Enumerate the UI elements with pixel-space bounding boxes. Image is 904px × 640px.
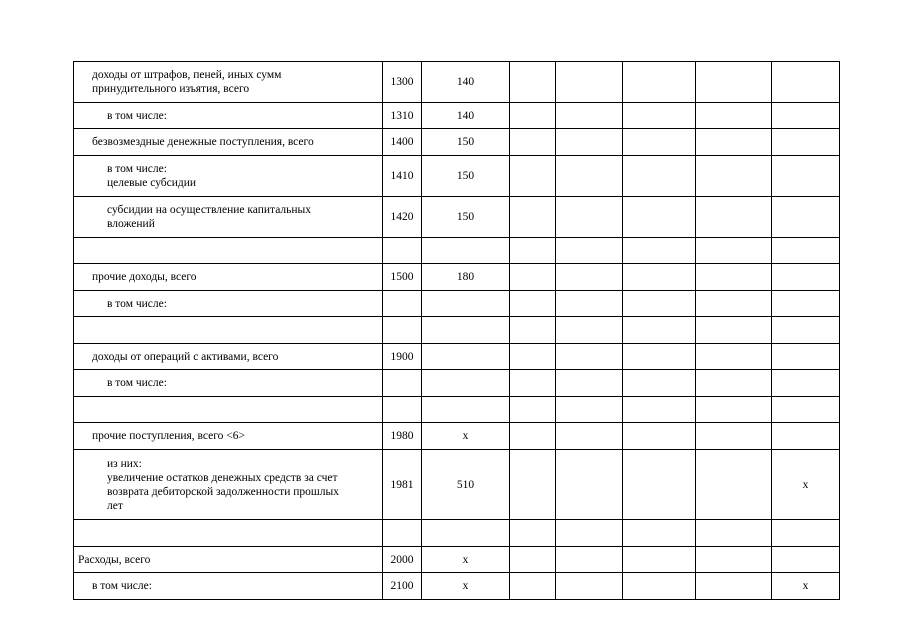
table-row: [74, 573, 840, 600]
row-label-line: прочие доходы, всего: [92, 271, 197, 283]
value-cell: [696, 129, 772, 156]
value-cell: [510, 450, 556, 520]
value-cell: [556, 291, 623, 317]
kosgu-code-cell: 510: [422, 450, 510, 520]
last-value-cell: [772, 317, 840, 344]
row-label-line: доходы от операций с активами, всего: [92, 350, 279, 363]
row-code-cell: [383, 238, 422, 264]
table-row: [74, 450, 840, 520]
kosgu-code-cell: х: [422, 547, 510, 573]
row-label-line: возврата дебиторской задолженности прошлых: [107, 485, 339, 498]
value-cell: [623, 103, 696, 129]
row-label-line: Расходы, всего: [78, 553, 151, 566]
row-label-line: в том числе:: [107, 297, 167, 310]
value-cell: [696, 156, 772, 197]
last-value-cell: [772, 547, 840, 573]
value-cell: [623, 423, 696, 450]
row-label-cell: [74, 370, 383, 397]
row-code-cell: [383, 317, 422, 344]
value-cell: [510, 547, 556, 573]
last-value-cell: [772, 238, 840, 264]
kosgu-code-cell: 150: [422, 197, 510, 238]
value-cell: [623, 317, 696, 344]
value-cell: [510, 197, 556, 238]
last-value-cell: х: [772, 573, 840, 600]
row-label-cell: [74, 450, 383, 520]
row-label-line: в том числе:: [107, 163, 167, 175]
table-row: [74, 344, 840, 370]
value-cell: [556, 344, 623, 370]
value-cell: [556, 317, 623, 344]
value-cell: [623, 370, 696, 397]
last-value-cell: [772, 197, 840, 238]
table-row: [74, 547, 840, 573]
last-value-cell: [772, 103, 840, 129]
row-code-cell: 1420: [383, 197, 422, 238]
value-cell: [623, 450, 696, 520]
value-cell: [510, 103, 556, 129]
last-value-cell: [772, 156, 840, 197]
value-cell: [556, 264, 623, 291]
value-cell: [556, 397, 623, 423]
last-value-cell: х: [772, 450, 840, 520]
kosgu-code-cell: 140: [422, 103, 510, 129]
financial-plan-table: [73, 61, 840, 600]
value-cell: [510, 520, 556, 547]
last-value-cell: [772, 344, 840, 370]
row-label-cell: [74, 520, 383, 547]
value-cell: [510, 62, 556, 103]
kosgu-code-cell: [422, 370, 510, 397]
table-row: [74, 520, 840, 547]
row-label-cell: [74, 344, 383, 370]
row-code-cell: [383, 370, 422, 397]
value-cell: [696, 317, 772, 344]
value-cell: [556, 450, 623, 520]
value-cell: [510, 573, 556, 600]
kosgu-code-cell: 140: [422, 62, 510, 103]
value-cell: [556, 103, 623, 129]
kosgu-code-cell: [422, 238, 510, 264]
value-cell: [696, 62, 772, 103]
value-cell: [510, 129, 556, 156]
row-label-line: в том числе:: [107, 109, 167, 122]
table-row: [74, 62, 840, 103]
row-label-line: в том числе:: [107, 377, 167, 389]
value-cell: [696, 547, 772, 573]
kosgu-code-cell: 150: [422, 156, 510, 197]
last-value-cell: [772, 129, 840, 156]
kosgu-code-cell: 180: [422, 264, 510, 291]
kosgu-code-cell: [422, 397, 510, 423]
row-code-cell: [383, 291, 422, 317]
row-label-cell: [74, 62, 383, 103]
last-value-cell: [772, 264, 840, 291]
row-label-cell: [74, 291, 383, 317]
table-row: [74, 291, 840, 317]
last-value-cell: [772, 397, 840, 423]
row-code-cell: 2100: [383, 573, 422, 600]
row-code-cell: [383, 397, 422, 423]
value-cell: [510, 370, 556, 397]
value-cell: [556, 197, 623, 238]
row-code-cell: 1310: [383, 103, 422, 129]
value-cell: [510, 156, 556, 197]
value-cell: [510, 238, 556, 264]
row-code-cell: 1981: [383, 450, 422, 520]
value-cell: [623, 344, 696, 370]
row-label-line: целевые субсидии: [107, 177, 197, 189]
value-cell: [510, 264, 556, 291]
table-body: [74, 62, 840, 600]
row-label-cell: [74, 573, 383, 600]
table-row: [74, 317, 840, 344]
value-cell: [623, 156, 696, 197]
value-cell: [556, 370, 623, 397]
row-label-line: принудительного изъятия, всего: [92, 83, 250, 95]
value-cell: [510, 397, 556, 423]
row-code-cell: 1900: [383, 344, 422, 370]
value-cell: [623, 573, 696, 600]
row-code-cell: 2000: [383, 547, 422, 573]
kosgu-code-cell: [422, 317, 510, 344]
row-label-cell: [74, 397, 383, 423]
row-label-cell: [74, 197, 383, 238]
value-cell: [623, 291, 696, 317]
row-label-line: доходы от штрафов, пеней, иных сумм: [92, 69, 282, 81]
value-cell: [623, 397, 696, 423]
row-label-cell: [74, 423, 383, 450]
table-row: [74, 156, 840, 197]
row-label-line: увеличение остатков денежных средств за счет: [107, 471, 338, 484]
value-cell: [556, 129, 623, 156]
kosgu-code-cell: [422, 291, 510, 317]
value-cell: [696, 238, 772, 264]
row-label-cell: [74, 156, 383, 197]
value-cell: [696, 103, 772, 129]
kosgu-code-cell: х: [422, 573, 510, 600]
value-cell: [556, 547, 623, 573]
table-row: [74, 370, 840, 397]
value-cell: [696, 264, 772, 291]
row-label-line: прочие поступления, всего <6>: [92, 430, 246, 442]
last-value-cell: [772, 62, 840, 103]
table-row: [74, 238, 840, 264]
table-row: [74, 129, 840, 156]
value-cell: [696, 397, 772, 423]
row-label-cell: [74, 317, 383, 344]
value-cell: [696, 370, 772, 397]
table-row: [74, 264, 840, 291]
value-cell: [623, 238, 696, 264]
row-label-line: лет: [107, 499, 123, 512]
kosgu-code-cell: х: [422, 423, 510, 450]
value-cell: [556, 238, 623, 264]
value-cell: [556, 62, 623, 103]
last-value-cell: [772, 291, 840, 317]
row-label-cell: [74, 103, 383, 129]
value-cell: [623, 264, 696, 291]
value-cell: [556, 573, 623, 600]
row-code-cell: 1300: [383, 62, 422, 103]
value-cell: [696, 291, 772, 317]
table-row: [74, 103, 840, 129]
table-row: [74, 197, 840, 238]
row-code-cell: 1500: [383, 264, 422, 291]
row-label-cell: [74, 547, 383, 573]
value-cell: [510, 423, 556, 450]
row-code-cell: 1400: [383, 129, 422, 156]
value-cell: [510, 291, 556, 317]
kosgu-code-cell: [422, 520, 510, 547]
last-value-cell: [772, 423, 840, 450]
value-cell: [696, 573, 772, 600]
value-cell: [696, 423, 772, 450]
last-value-cell: [772, 370, 840, 397]
value-cell: [696, 197, 772, 238]
value-cell: [510, 317, 556, 344]
row-label-cell: [74, 129, 383, 156]
value-cell: [696, 344, 772, 370]
row-code-cell: 1980: [383, 423, 422, 450]
value-cell: [623, 129, 696, 156]
value-cell: [696, 520, 772, 547]
kosgu-code-cell: [422, 344, 510, 370]
row-label-cell: [74, 264, 383, 291]
value-cell: [623, 62, 696, 103]
row-code-cell: 1410: [383, 156, 422, 197]
row-label-line: безвозмездные денежные поступления, всего: [92, 136, 314, 148]
value-cell: [623, 520, 696, 547]
value-cell: [623, 197, 696, 238]
value-cell: [556, 520, 623, 547]
value-cell: [556, 156, 623, 197]
row-label-cell: [74, 238, 383, 264]
row-label-line: субсидии на осуществление капитальных: [107, 204, 312, 216]
row-label-line: в том числе:: [92, 580, 152, 592]
row-label-line: из них:: [107, 457, 142, 470]
value-cell: [696, 450, 772, 520]
row-label-line: вложений: [107, 218, 155, 230]
last-value-cell: [772, 520, 840, 547]
value-cell: [510, 344, 556, 370]
value-cell: [556, 423, 623, 450]
value-cell: [623, 547, 696, 573]
table-row: [74, 423, 840, 450]
table-row: [74, 397, 840, 423]
row-code-cell: [383, 520, 422, 547]
kosgu-code-cell: 150: [422, 129, 510, 156]
